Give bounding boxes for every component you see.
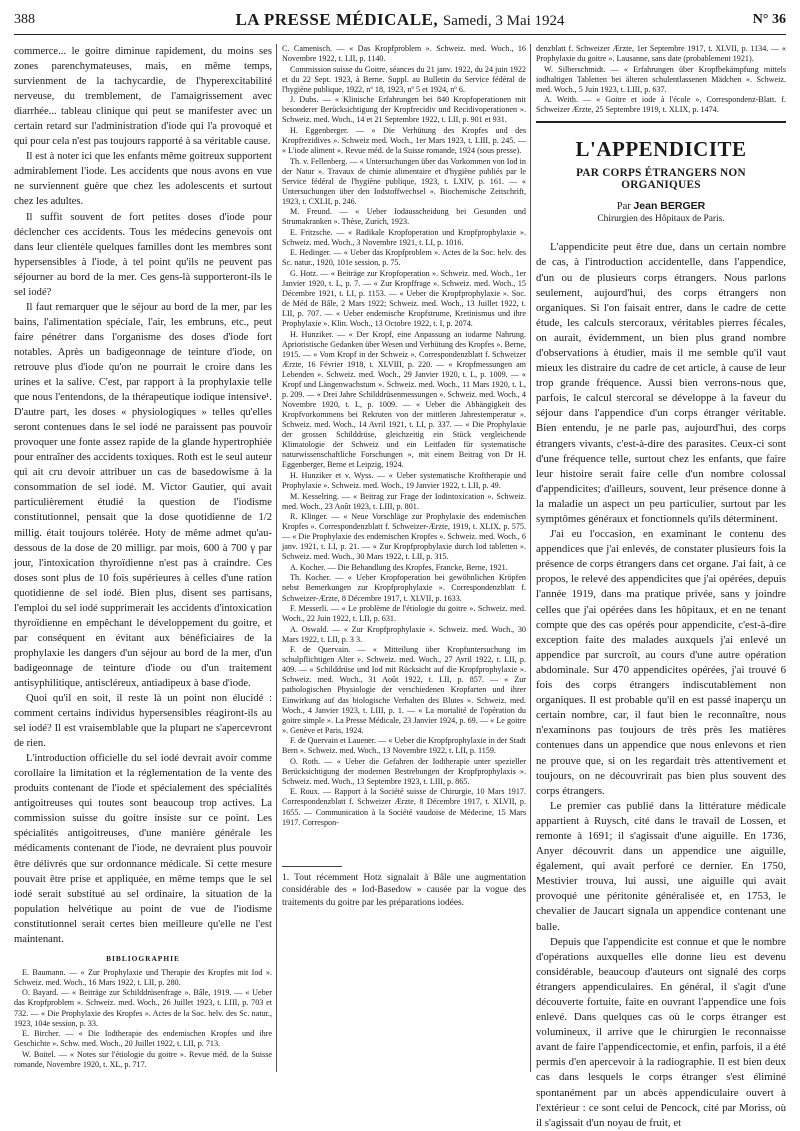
article-continuation — [14, 44, 272, 947]
reference-item: E. Fritzsche. — « Radikale Kropfoperation und Kropfprophylaxie ». Schweiz. med. Woch., 3 Novembre 1921, t. LI, p. 1016. — [282, 227, 526, 247]
reference-item: Commission suisse du Goitre, séances du 21 janv. 1922, du 24 juin 1922 et du 22 Sept. 1923, à Berne. Suppl. au Bulletin du Service fédéral de l'hygiène publique, 1922, nº 18, 1923, nº 5 et 1924, nº 6. — [282, 64, 526, 94]
reference-item: A. Weith. — « Goitre et iode à l'école ». Correspondenz-Blatt. f. Schweizer Ærzte, 25 Septembre 1919, t. XLIX, p. 1474. — [536, 95, 786, 115]
column-right — [536, 44, 786, 1129]
reference-item: F. Messerli. — « Le problème de l'étiologie du goitre ». Schweiz. med. Woch., 22 Juin 1922, t. LII, p. 631. — [282, 604, 526, 624]
section-divider — [536, 121, 786, 123]
paragraph: Le premier cas publié dans la littérature médicale appartient à Ruysch, cité dans le travail de Lossen, et remonte à 1691; il s'agissait d'une aiguille. En 1736, Anyer découvrit dans un appendice une aiguille, également, qui avait perforé ce dernier. En 1750, Mestivier trouva, lui aussi, une aiguille qui avait provoqué une péritonite généralisée et, en 1753, le chevalier de Jaucart signala un appendice contenant une balle. — [536, 799, 786, 933]
paragraph: Il est à noter ici que les enfants même goitreux supportent admirablement l'iode. Les accidents que nous avons en vue ne surviennent guère que chez les adolescents et surtout chez les adultes. — [14, 151, 272, 208]
reference-item: O. Bayard. — « Beiträge zur Schilddrüsenfrage ». Bâle, 1919. — « Ueber das Kropfproblem ». Schweiz. med. Woch., 26 Juillet 1923, t. LIII, p. 703 et 732. — « Die Prophylaxie des Kropfes ». Actes de la Soc. helv. des Sc. natur., 1923, 104e session, p. 33. — [14, 988, 272, 1028]
author-affiliation: Chirurgien des Hôpitaux de Paris. — [597, 214, 725, 225]
paragraph: commerce... le goitre diminue rapidement, du moins ses zones parenchymateuses, mais, en même temps, survienment de la tachycardie, de l'hyperexcitabilité nerveuse, du tremblement, de l'amaigrissement avec diarrhée... tableau clinique qui peut se manifester avec un certain retard sur l'administration d'iode qui l'a provoqué et qui pour cela n'est pas toujours rapporté à sa véritable cause. — [14, 46, 272, 148]
reference-item: denzblatt f. Schweizer Ærzte, 1er Septembre 1917, t. XLVII, p. 1134. — « Prophylaxie du goitre ». Lausanne, sans date (probablement 1921). — [536, 44, 786, 64]
reference-item: J. Dubs. — « Klinische Erfahrungen bei 840 Kropfoperationen mit besonderer Berücksichtigung der Kropfrecidiv und Recidivoperationen ». Schweiz. med. Woch., 14 et 21 Septembre 1922, t. LII, p. 901 et 931. — [282, 95, 526, 125]
reference-item: E. Roux. — Rapport à la Société suisse de Chirurgie, 10 Mars 1917. Correspondenzblatt f. Schweizer Ærzte, 8 Décembre 1917, t. XLVII, p. 1655. — Communication à la Société vaudoise de Médecine, 15 Mars 1917. Correspon- — [282, 787, 526, 827]
reference-item: R. Klinger. — « Neue Vorschläge zur Prophylaxie des endemischen Kropfes ». Correspondenzblatt f. Schweizer-Ærzte, 1919, t. XLIX, p. 575. — « Die Prophylaxie des endemischen Kropfes ». Schweiz. med. Woch., 6 janv. 1921, t. LI, p. 21. — « Zur Kropfprophylaxie durch Iod tabletten ». Schweiz. med. Woch., 30 Mars 1922, t. LII, p. 315. — [282, 512, 526, 562]
reference-item: Th. Kocher. — « Ueber Kropfoperation bei gewöhnlichen Kröpfen nebst Bemerkungen zur Kropfprophylaxie ». Correspondenzblatt f. Schweizer-Ærzte, 8 Décembre 1917, t. XLVII, p. 1633. — [282, 573, 526, 603]
paragraph: L'appendicite peut être due, dans un certain nombre de cas, à l'introduction accidentelle, dans l'appendice, d'un ou de plusieurs corps étrangers. Nous parlons seulement, aujourd'hui, des corps étrangers non organiques. Si l'on faisait entrer, dans le cadre de cette étude, les calculs stercoraux, véritables pierres fécales, on aurait, évidemment, un bien plus grand nombre d'observations à étudier, mais il me semble qu'il vaut mieux les distraire du cadre de cet article, à cause de leur trop grande fréquence. Aussi bien verrons-nous que, parfois, le calcul stercoral se développe à la faveur du séjour dans l'appendice d'un corps étranger véritable. Bien entendu, je ne parle pas, aujourd'hui, des corps étrangers vivants, c'est-à-dire des parasites. Ceux-ci sont d'une fréquence telle, surtout chez les enfants, que faire leur histoire serait faire celle d'un nombre colossal d'appendicites; d'ailleurs, souvent, leur présence donne à la maladie un aspect un peu particulier, surtout par les symptômes généraux et fonctionnels qu'ils déterminent. — [536, 241, 786, 526]
issue-date: Samedi, 3 Mai 1924 — [442, 13, 565, 29]
reference-item: F. de Quervain et Lauener. — « Ueber die Kropfprophylaxie in der Stadt Bern ». Schweiz. med. Woch., 13 Novembre 1922, t. LII, p. 1159. — [282, 736, 526, 756]
running-title — [14, 10, 786, 30]
paragraph: Quoi qu'il en soit, il reste là un point non élucidé : comment certains individus hypersensibles réagiront-ils au sel iodé? Il est vraisemblable que la plupart ne s'apercevront de rien. — [14, 693, 272, 750]
column-divider — [530, 44, 531, 1072]
column-middle — [282, 44, 526, 856]
reference-item: C. Camenisch. — « Das Kropfproblem ». Schweiz. med. Woch., 16 Novembre 1922, t. LII, p. 1140. — [282, 44, 526, 64]
reference-item: E. Hedinger. — « Ueber das Kropfproblem ». Actes de la Soc. helv. des Sc. natur., 1920, 101e session, p. 75. — [282, 248, 526, 268]
issue-number: N° 36 — [752, 12, 786, 27]
reference-item: E. Baumann. — « Zur Prophylaxie und Therapie des Kropfes mit Iod ». Schweiz. med. Woch., 16 Mars 1922, t. LII, p. 280. — [14, 967, 272, 987]
footnote-separator — [282, 866, 342, 867]
reference-item: Th. v. Fellenberg. — « Untersuchungen über das Vorkommen von Iod in der Natur ». Travaux de chimie alimentaire et d'hygiène publiés par le Service fédéral de l'hygiène publique, 1923, t. LXIV, p. 161. — « Untersuchungen über den Iodstoffwechsel ». Biochemische Zeitschrift, 1923, t. CXLII, p. 246. — [282, 156, 526, 206]
footnote: 1. Tout récemment Hotz signalait à Bâle une augmentation considérable des « Iod-Basedow » causée par la vogue des traitements du goitre par les préparations iodées. — [282, 873, 526, 908]
paragraph: Depuis que l'appendicite est connue et que le nombre d'opérations auxquelles elle donne lieu est devenu considérable, beaucoup d'auteurs ont signalé des corps étrangers appendiculaires. En général, il s'agit d'une découverte fortuite, faite en ouvrant l'appendice une fois enlevé. Dans quelques cas où le corps étranger est volumineux, il arrive que le chirurgien le reconnaisse avant de faire l'appendicectomie, et enfin, parfois, il a été permis d'en apercevoir à la radiographie. Il est bien deux cas dans lesquels le corps étranger s'est éliminé spontanément par un abcès appendiculaire ouvert à l'extérieur : ce sont celui de Pencock, cité par Moriss, où il s'agissait d'un noyau de fruit, et — [536, 935, 786, 1129]
author-prefix: Par — [616, 201, 631, 213]
reference-item: H. Eggenberger. — « Die Verhütung des Kropfes und des Kropfrezidives ». Schweiz med. Woch., 1er Mars 1923, t. LIII, p. 245. — « L'iode aliment ». Revue méd. de la Suisse romande, 1924 (sous presse). — [282, 125, 526, 155]
article-title: L'APPENDICITE — [575, 137, 747, 162]
reference-item: H. Hunziker. — « Der Kropf, eine Anpassung an iodarme Nahrung. Aprioristische Gedanken über Wesen und Verhütung des Kropfes ». Berne, 1915. — « Vom Kropf in der Schweiz ». Correspondenzblatt f. Schweizer Ærzte, 16 Février 1918, t. XLVIII, p. 220. — « Kropfmessungen am Lebenden ». Schweiz. med. Woch., 29 Janvier 1920, t. L, p. 1009. — « Kropf und Längenwachstum ». Schweiz. med. Woch., 11 Mars 1920, t. L, p. 209. — « Drei Jahre Schilddrüsenmessungen ». Schweiz. med. Woch., 4 Novembre 1920, t. L, p. 1009. — « Ueber die Abhängigkeit des Kropfvorkommens bei Rekruten von der mittleren Jahrestemperatur ». Schweiz. med. Woch., 14 Avril 1921, t. LI, p. 337. — « Die Prophylaxie der grossen Schilddrüse, gleichzeitig ein Stück vergleichende Klimatologie der Schweiz und ein Leitfaden für systematische naturwissenschaftliche Forschungen », mit einem Beitrag von Dr H. Eggenberger, Berne et Leipzig, 1924. — [282, 329, 526, 470]
reference-item: M. Kesselring. — « Beitrag zur Frage der Iodintoxication ». Schweiz. med. Woch., 23 Août 1923, t. LIII, p. 801. — [282, 491, 526, 511]
reference-item: O. Roth. — « Ueber die Gefahren der Iodtherapie unter spezieller Berücksichtigung der modernen Bestrebungen der Kropfprophylaxis ». Schweiz. med. Woch., 13 Septembre 1923, t. LIII, p. 865. — [282, 756, 526, 786]
bibliography-list — [536, 44, 786, 115]
paragraph: J'ai eu l'occasion, en examinant le contenu des appendices que j'ai enlevés, de constater plusieurs fois la présence de corps étrangers dans cet organe. J'ai fait, à ce propos, le relevé des appendicites que j'ai opérées, depuis l'année 1919, dans ma pratique privée, sans y joindre celles que j'ai opérées dans les hôpitaux, et en ne tenant compte que des cas opérés pour appendicite, c'est-à-dire exception faite des malades auxquels j'ai enlevé un appendice par surcroît, au cours d'une autre opération abdominale. Sur 470 appendicites opérées, j'ai trouvé 6 fois des corps étrangers indiscutablement non organiques. Il est probable qu'il en est passé inaperçu un certain nombre, car, il faut bien le reconnaître, nous n'examinons pas toujours de très près les matières contenues dans un appendice que nous enlevons et rien ne prouve que, si on les regardait très attentivement et toujours, on ne découvrirait pas bien plus souvent des corps étrangers. — [536, 528, 786, 797]
reference-item: H. Hunziker et v. Wyss. — « Ueber systematische Kroftherapie und Prophylaxie ». Schweiz. med. Woch., 19 Janvier 1922, t. LII, p. 49. — [282, 470, 526, 491]
reference-item: G. Hotz. — « Beiträge zur Kropfoperation ». Schweiz. med. Woch., 1er Janvier 1920, t. L, p. 7. — « Zur Kropffrage ». Schweiz. med. Woch., 15 Décembre 1921, t. LI, p. 1153. — « Ueber die Kropfprophylaxie ». Soc. de Méd de Bâle, 2 Mars 1922; Schweiz. med. Woch., 13 Juillet 1922, t. LII, p. 707. — « Ueber endemische Kropfstrume, Kretinismus und ihre Prophylaxie ». Klin. Woch., 13 Octobre 1922, t. I, p. 2074. — [282, 269, 526, 329]
journal-name: LA PRESSE MÉDICALE, — [235, 10, 439, 29]
reference-item: W. Boitel. — « Notes sur l'étiologie du goitre ». Revue méd. de la Suisse romande, Novembre 1920, t. XL, p. 717. — [14, 1049, 272, 1069]
author-name: Jean BERGER — [633, 200, 706, 213]
bibliography-list — [282, 44, 526, 828]
column-divider — [276, 44, 277, 1072]
reference-item: M. Freund. — « Ueber Iodausscheidung bei Gesunden und Strumakranken ». Thèse, Zurich, 1923. — [282, 207, 526, 227]
article-subtitle: PAR CORPS ÉTRANGERS NON ORGANIQUES — [576, 167, 746, 192]
page-header — [14, 10, 786, 35]
reference-item: A. Kocher. — Die Behandlung des Kropfes, Francke, Berne, 1921. — [290, 562, 508, 572]
paragraph: Il faut remarquer que le séjour au bord de la mer, par les bains, l'alimentation spéciale, l'air, les embruns, etc., peut faire pénétrer dans l'organisme des doses d'iode fort notables. Après un badigeonnage de teinture d'iode, on retrouve plus d'iode qu'on ne pourrait le croire dans les urines et la salive. C'est, par rapport à la prophylaxie telle que nous l'entendons, de la thérapeutique iodique intensive¹. D'autre part, les doses « physiologiques » telles qu'elles seront contenues dans le sel iodé ne paraissent pas pouvoir provoquer une fonte assez rapide de la glande hypertrophiée pour entraîner des accidents toxiques. Roth est le seul auteur qui ait cru devoir attribuer un cas de basedowisme à la consommation de sel iodé. M. Victor Gautier, qui avait particulièrement étudié la question de l'iodisme constitutionnel, pensait que la dose quotidienne de 1/2 millig. était toujours tolérée. Hoty de même admet qu'au-dessous de la dose de 20 milligr. par mois, 600 à 700 γ par jour, l'intoxication thyroïdienne n'est pas à craindre. Ces doses sont plus de 10 fois supérieures à celles d'une ration quotidienne de sel iodé. Bien plus, disent ses partisans, l'emploi du sel iodé supprimerait les accidents d'intoxication thyroïdienne en empêchant le développement du goitre, et par conséquent en évitant aux bénéficiaires de la prophylaxie les dangers d'un séjour au bord de la mer, d'un badigeonnage de teinture d'iode ou d'un traitement antisyphilitique, antiscléreux, antiadipeux à base d'iode. — [14, 301, 272, 689]
column-left — [14, 44, 272, 1072]
article-body — [536, 240, 786, 1131]
page-number: 388 — [14, 12, 35, 27]
bibliography-heading: BIBLIOGRAPHIE — [106, 953, 180, 963]
article-author — [536, 200, 786, 212]
reference-item: E. Bircher. — « Die Iodtherapie des endemischen Kropfes und ihre Geschichte ». Schw. med. Woch., 20 Juillet 1922, t. LII, p. 713. — [14, 1029, 272, 1049]
reference-item: F. de Quervain. — « Mitteilung über Kropfuntersuchung im schulpflichtigen Alter ». Schweiz. med. Woch., 27 Avril 1922, t. LII, p. 409. — « Schilddrüse und Iod mit Rücksicht auf die Kropfprophylaxie ». Schweiz. med. Woch., 31 Août 1922, t. LII, p. 857. — « Zur pathologischen Physiologie der verschiedenen Kropfarten und ihrer Einwirkung auf das biologische Verhalten des Blutes ». Schweiz. med. Woch., 4 Janvier 1923, t. LIII, p. 1. — « La mortalité de l'opération du goitre simple ». La Presse Médicale, 23 Janvier 1924, p. 69. — « Le goitre ». Genève et Paris, 1924. — [282, 645, 526, 735]
reference-item: W. Silberschmidt. — « Erfahrungen über Kropfbekämpfung mittels iodhaltigen Tabletten bei älteren schulentlassenen Mädchen ». Schweiz. med. Woch., 5 Juin 1923, t. LIII, p. 637. — [536, 64, 786, 94]
bibliography-list — [14, 968, 272, 1070]
reference-item: A. Oswald. — « Zur Kropfprophylaxie ». Schweiz. med. Woch., 30 Mars 1922, t. LII, p. 3 3. — [282, 624, 526, 644]
paragraph: Il suffit souvent de fort petites doses d'iode pour déclencher ces accidents. Tous les médecins genevois ont dans leur clientèle quelques familles dont les membres sont hypersensibles à l'iode, à tel point qu'ils ne peuvent pas séjourner au bord de la mer. Ces gens-là supporteront-ils le sel iodé? — [14, 211, 272, 298]
paragraph: L'introduction officielle du sel iodé devrait avoir comme corollaire la limitation et la réglementation de la vente des produits contenant de l'iode et spécialement des spécialités antigoitreuses qui toutes sont beaucoup trop actives. La commission suisse du goitre insiste sur ce point. Les spécialités antigoitreuses, d'une manière générale les médicaments contenant de l'iode, ne devraient plus pouvoir être délivrés que sur ordonnance médicale. Si cette mesure pouvait être prise et appliquée, en même temps que le sel iodé serait substitué au sel ordinaire, la situation de la population helvétique au point de vue de l'iodisme constitutionnel serait certes bien meilleure qu'elle ne l'est maintenant. — [14, 753, 272, 945]
